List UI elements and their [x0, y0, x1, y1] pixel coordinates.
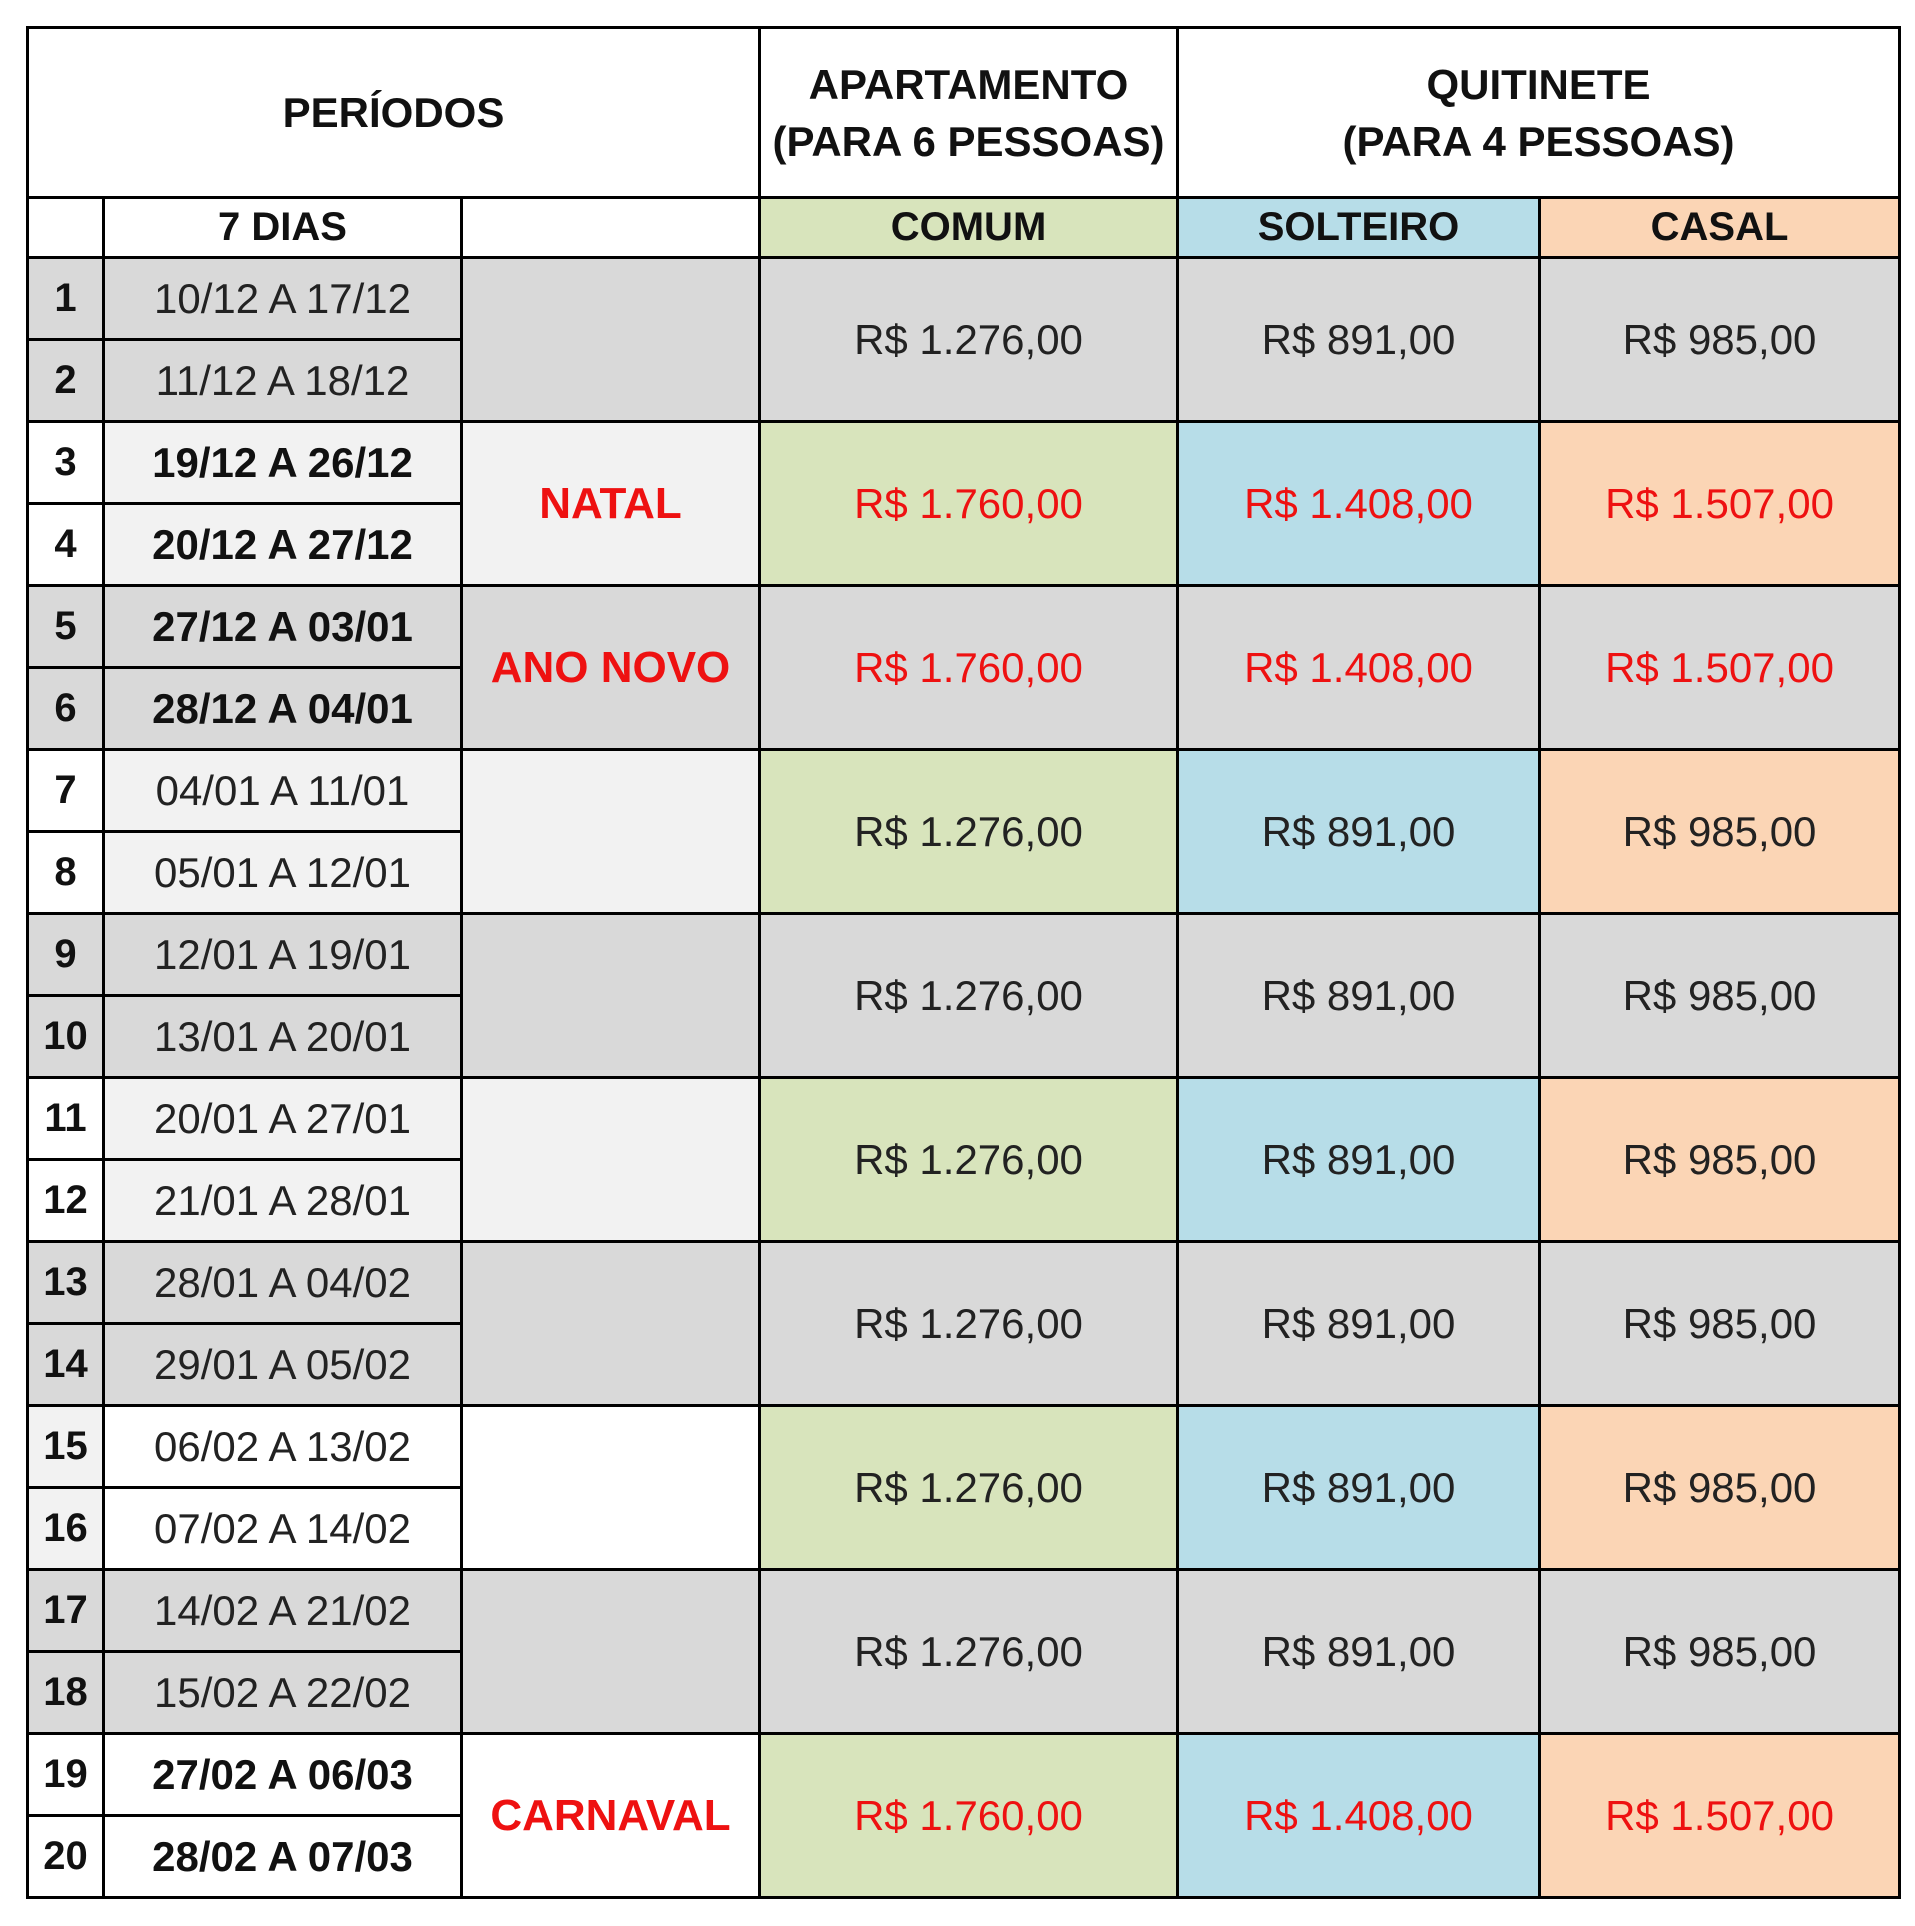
comum-price: R$ 1.276,00 [760, 914, 1178, 1078]
table-row [28, 1242, 1900, 1324]
period-dates: 11/12 A 18/12 [104, 340, 462, 422]
occasion-label [462, 1242, 760, 1406]
period-dates: 06/02 A 13/02 [104, 1406, 462, 1488]
row-number: 10 [28, 996, 104, 1078]
dias-header: 7 DIAS [104, 198, 462, 258]
comum-price: R$ 1.276,00 [760, 1242, 1178, 1406]
row-number: 17 [28, 1570, 104, 1652]
solteiro-price: R$ 1.408,00 [1178, 422, 1540, 586]
row-number: 11 [28, 1078, 104, 1160]
price-table [26, 26, 1901, 1899]
solteiro-price: R$ 1.408,00 [1178, 1734, 1540, 1898]
row-number: 8 [28, 832, 104, 914]
period-dates: 27/02 A 06/03 [104, 1734, 462, 1816]
header-row-sub [28, 198, 1900, 258]
occasion-label: CARNAVAL [462, 1734, 760, 1898]
comum-price: R$ 1.276,00 [760, 258, 1178, 422]
row-number: 19 [28, 1734, 104, 1816]
table-row [28, 422, 1900, 504]
row-number: 16 [28, 1488, 104, 1570]
quitinete-header [1178, 28, 1900, 198]
solteiro-price: R$ 891,00 [1178, 914, 1540, 1078]
row-number: 14 [28, 1324, 104, 1406]
occasion-label [462, 1406, 760, 1570]
occasion-label [462, 258, 760, 422]
row-number: 7 [28, 750, 104, 832]
occasion-label: ANO NOVO [462, 586, 760, 750]
solteiro-price: R$ 891,00 [1178, 750, 1540, 914]
quitinete-header-line1: QUITINETE [1426, 60, 1651, 108]
casal-price: R$ 985,00 [1540, 914, 1900, 1078]
solteiro-price: R$ 891,00 [1178, 258, 1540, 422]
period-dates: 21/01 A 28/01 [104, 1160, 462, 1242]
apartamento-header [760, 28, 1178, 198]
solteiro-price: R$ 891,00 [1178, 1078, 1540, 1242]
table-body [28, 258, 1900, 1898]
row-number: 4 [28, 504, 104, 586]
casal-price: R$ 985,00 [1540, 1406, 1900, 1570]
row-number: 2 [28, 340, 104, 422]
comum-price: R$ 1.760,00 [760, 1734, 1178, 1898]
quitinete-header-line2: (PARA 4 PESSOAS) [1342, 117, 1735, 165]
period-dates: 28/01 A 04/02 [104, 1242, 462, 1324]
casal-price: R$ 985,00 [1540, 1078, 1900, 1242]
comum-price: R$ 1.276,00 [760, 1570, 1178, 1734]
table-row [28, 1570, 1900, 1652]
apartamento-header-line1: APARTAMENTO [808, 60, 1129, 108]
table-row [28, 1078, 1900, 1160]
solteiro-price: R$ 891,00 [1178, 1406, 1540, 1570]
solteiro-price: R$ 891,00 [1178, 1242, 1540, 1406]
header-row-top [28, 28, 1900, 198]
period-dates: 14/02 A 21/02 [104, 1570, 462, 1652]
row-number: 18 [28, 1652, 104, 1734]
occasion-label [462, 914, 760, 1078]
casal-header: CASAL [1540, 198, 1900, 258]
period-dates: 05/01 A 12/01 [104, 832, 462, 914]
apartamento-header-line2: (PARA 6 PESSOAS) [772, 117, 1165, 165]
casal-price: R$ 985,00 [1540, 750, 1900, 914]
table-row [28, 586, 1900, 668]
comum-price: R$ 1.760,00 [760, 586, 1178, 750]
row-number: 15 [28, 1406, 104, 1488]
period-dates: 12/01 A 19/01 [104, 914, 462, 996]
period-dates: 04/01 A 11/01 [104, 750, 462, 832]
period-dates: 20/12 A 27/12 [104, 504, 462, 586]
row-number: 6 [28, 668, 104, 750]
row-number: 12 [28, 1160, 104, 1242]
comum-price: R$ 1.276,00 [760, 750, 1178, 914]
period-dates: 29/01 A 05/02 [104, 1324, 462, 1406]
casal-price: R$ 985,00 [1540, 1570, 1900, 1734]
period-dates: 13/01 A 20/01 [104, 996, 462, 1078]
period-dates: 28/02 A 07/03 [104, 1816, 462, 1898]
num-column-header [28, 198, 104, 258]
casal-price: R$ 985,00 [1540, 1242, 1900, 1406]
comum-price: R$ 1.276,00 [760, 1078, 1178, 1242]
period-dates: 27/12 A 03/01 [104, 586, 462, 668]
period-dates: 15/02 A 22/02 [104, 1652, 462, 1734]
period-dates: 10/12 A 17/12 [104, 258, 462, 340]
casal-price: R$ 985,00 [1540, 258, 1900, 422]
occasion-column-header [462, 198, 760, 258]
casal-price: R$ 1.507,00 [1540, 1734, 1900, 1898]
row-number: 20 [28, 1816, 104, 1898]
periodos-header [28, 28, 760, 198]
solteiro-price: R$ 1.408,00 [1178, 586, 1540, 750]
row-number: 1 [28, 258, 104, 340]
casal-price: R$ 1.507,00 [1540, 422, 1900, 586]
table-row [28, 914, 1900, 996]
occasion-label: NATAL [462, 422, 760, 586]
row-number: 5 [28, 586, 104, 668]
occasion-label [462, 1078, 760, 1242]
period-dates: 07/02 A 14/02 [104, 1488, 462, 1570]
solteiro-header: SOLTEIRO [1178, 198, 1540, 258]
comum-price: R$ 1.276,00 [760, 1406, 1178, 1570]
period-dates: 20/01 A 27/01 [104, 1078, 462, 1160]
row-number: 13 [28, 1242, 104, 1324]
table-row [28, 258, 1900, 340]
periodos-header-label: PERÍODOS [282, 89, 505, 136]
occasion-label [462, 750, 760, 914]
table-row [28, 1406, 1900, 1488]
comum-header: COMUM [760, 198, 1178, 258]
solteiro-price: R$ 891,00 [1178, 1570, 1540, 1734]
period-dates: 19/12 A 26/12 [104, 422, 462, 504]
row-number: 9 [28, 914, 104, 996]
comum-price: R$ 1.760,00 [760, 422, 1178, 586]
casal-price: R$ 1.507,00 [1540, 586, 1900, 750]
occasion-label [462, 1570, 760, 1734]
period-dates: 28/12 A 04/01 [104, 668, 462, 750]
row-number: 3 [28, 422, 104, 504]
table-row [28, 750, 1900, 832]
table-row [28, 1734, 1900, 1816]
